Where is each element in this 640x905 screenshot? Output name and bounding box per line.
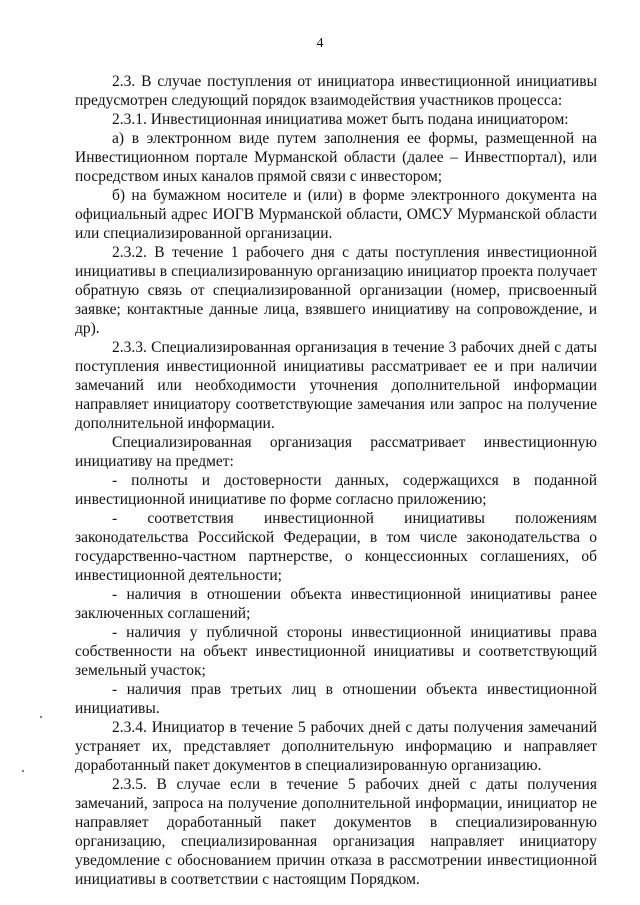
paragraph-2-3-1: 2.3.1. Инвестиционная инициатива может быть подана инициатором:: [112, 111, 569, 128]
paragraph-2-3-4: 2.3.4. Инициатор в течение 5 рабочих дней с даты получения замечаний устраняет их, представляет дополнительную информацию и направляет доработанный пакет документов в специализированную организацию.: [75, 719, 597, 774]
paragraph-2-3-5: 2.3.5. В случае если в течение 5 рабочих дней с даты получения замечаний, запроса на получение дополнительной информации, инициатор не направляет доработанный пакет документов в специализированную организацию, специализированная организация направляет инициатору уведомление с обоснованием причин отказа в рассмотрении инвестиционной инициативы в соответствии с настоящим Порядком.: [75, 776, 597, 888]
paragraph-review-subject: Специализированная организация рассматривает инвестиционную инициативу на предмет:: [75, 434, 597, 470]
paragraph-item-b: б) на бумажном носителе и (или) в форме электронного документа на официальный адрес ИОГВ Мурманской области, ОМСУ Мурманской области или специализированной организации.: [75, 187, 597, 242]
document-body: [75, 72, 597, 889]
page-number: 4: [316, 36, 324, 51]
paragraph-2-3: 2.3. В случае поступления от инициатора инвестиционной инициативы предусмотрен следующий порядок взаимодействия участников процесса:: [75, 73, 597, 109]
scan-speck: [22, 770, 24, 772]
paragraph-2-3-2: 2.3.2. В течение 1 рабочего дня с даты поступления инвестиционной инициативы в специализированную организацию инициатор проекта получает обратную связь от специализированной организации (номер, присвоенный заявке; контактные данные лица, взявшего инициативу на сопровождение, и др).: [75, 244, 597, 337]
paragraph-item-a: а) в электронном виде путем заполнения ее формы, размещенной на Инвестиционном портале Мурманской области (далее – Инвестпортал), или посредством иных каналов прямой связи с инвестором;: [75, 130, 597, 185]
list-item-third-party-rights: - наличия прав третьих лиц в отношении объекта инвестиционной инициативы.: [75, 681, 597, 717]
list-item-ownership: - наличия у публичной стороны инвестиционной инициативы права собственности на объект инвестиционной инициативы и соответствующий земельный участок;: [75, 624, 597, 679]
list-item-completeness: - полноты и достоверности данных, содержащихся в поданной инвестиционной инициативе по форме согласно приложению;: [75, 472, 597, 508]
list-item-prior-agreements: - наличия в отношении объекта инвестиционной инициативы ранее заключенных соглашений;: [75, 586, 597, 622]
scan-speck: [40, 716, 42, 718]
list-item-compliance: - соответствия инвестиционной инициативы положениям законодательства Российской Федерации, в том числе законодательства о государственно-частном партнерстве, о концессионных соглашениях, об инвестиционной деятельности;: [75, 510, 597, 584]
paragraph-2-3-3: 2.3.3. Специализированная организация в течение 3 рабочих дней с даты поступления инвестиционной инициативы рассматривает ее и при наличии замечаний или необходимости уточнения дополнительной информации направляет инициатору соответствующие замечания или запрос на получение дополнительной информации.: [75, 339, 597, 432]
